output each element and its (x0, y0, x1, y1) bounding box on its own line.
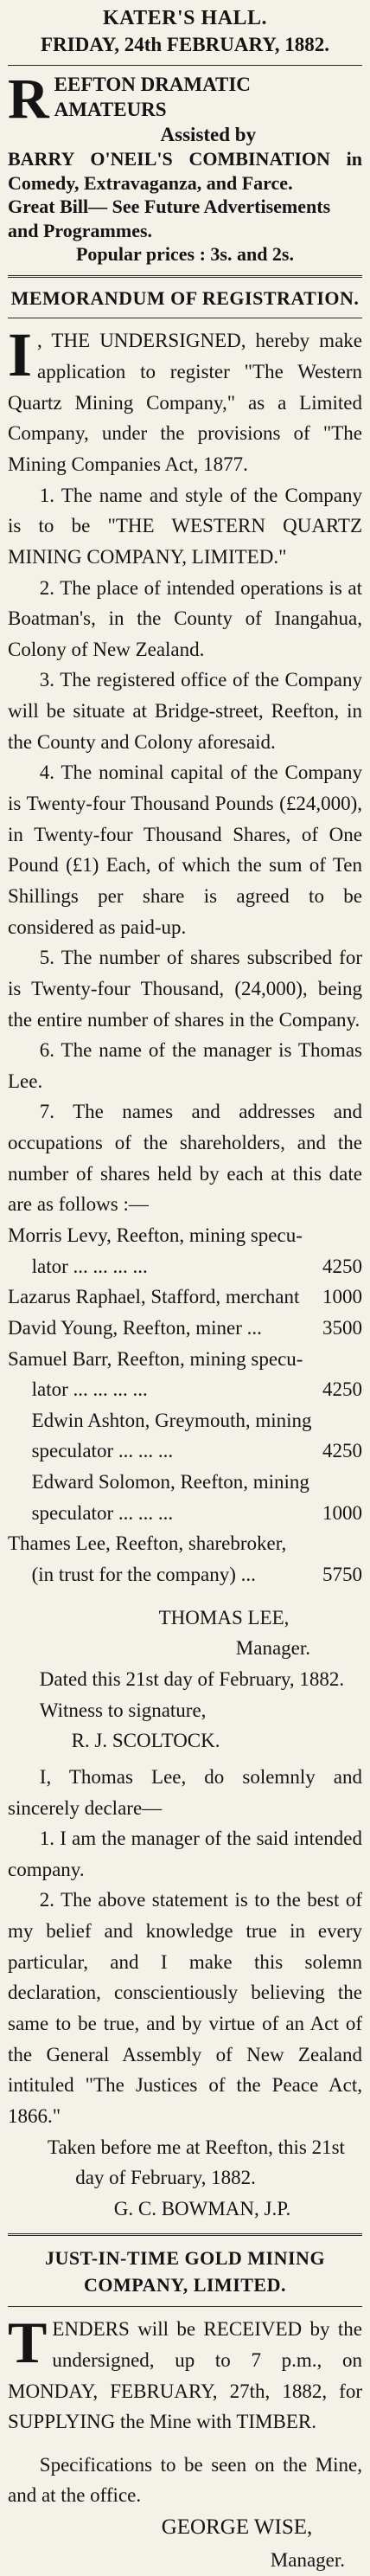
list-item: David Young, Reefton, miner ... 3500 (8, 1313, 362, 1344)
taken-before: Taken before me at Reefton, this 21st day of February, 1882. (48, 2136, 345, 2189)
jp-signature: G. C. BOWMAN, J.P. (113, 2197, 291, 2219)
memorandum (8, 286, 362, 2225)
shareholder-list (8, 1220, 362, 1590)
list-item: Edwin Ashton, Greymouth, mining speculator ... ... ... 4250 (8, 1405, 362, 1467)
newspaper-column (8, 0, 362, 2576)
tender-heading: JUST-IN-TIME GOLD MINING COMPANY, LIMITED. (44, 2246, 326, 2297)
share-count: 5750 (322, 1564, 362, 1586)
bill-text: Great Bill— See Future Advertisements and Programmes. (8, 196, 331, 241)
share-count: 3500 (322, 1316, 362, 1339)
memo-para-7: 7. The names and addresses and occupations of the shareholders, and the number of shares held by each at this date are as follows :— (8, 1101, 362, 1216)
memo-para-4: 4. The nominal capital of the Company is Twenty-four Thousand Pounds (£24,000), in Twenty-four Thousand Shares, of One Pound (£1) Each, of which the sum of Ten Shillings per share is agreed to be considered as paid-up. (8, 761, 362, 938)
share-count: 4250 (322, 1440, 362, 1462)
share-count: 4250 (322, 1378, 362, 1401)
declaration-intro: I, Thomas Lee, do solemnly and sincerely declare— (8, 1765, 362, 1819)
memo-para-6: 6. The name of the manager is Thomas Lee. (8, 1039, 362, 1092)
divider (8, 2233, 362, 2236)
share-count: 1000 (322, 1501, 362, 1524)
list-item: Thames Lee, Reefton, sharebroker, (in trust for the company) ... 5750 (8, 1528, 362, 1590)
share-count: 1000 (322, 1286, 362, 1308)
divider (8, 65, 362, 66)
memo-intro: I , THE UNDERSIGNED, hereby make application to register "The Western Quartz Mining Company," as a Limited Company, under the provisions of "The Mining Companies Act, 1877. (8, 320, 362, 475)
combination-text: BARRY O'NEIL'S COMBINATION in Comedy, Extravaganza, and Farce. (8, 148, 362, 194)
divider (8, 275, 362, 278)
memo-para-1: 1. The name and style of the Company is to be "THE WESTERN QUARTZ MINING COMPANY, LIMITED." (8, 484, 362, 568)
share-count: 4250 (322, 1255, 362, 1277)
tender-text: TENDERS will be RECEIVED by the undersigned, up to 7 p.m., on MONDAY, FEBRUARY, 27th, 1882, for SUPPLYING the Mine with TIMBER. (8, 2309, 362, 2433)
list-item: Edward Solomon, Reefton, mining speculator ... ... ... 1000 (8, 1467, 362, 1528)
declaration-2: 2. The above statement is to the best of my belief and knowledge true in every particular, and I make this solemn declaration, conscientiously believing the same to be true, and by virtue of an Act of the General Assembly of New Zealand intituled "The Justices of the Peace Act, 1866." (8, 1889, 362, 2127)
list-item: Lazarus Raphael, Stafford, merchant 1000 (8, 1282, 362, 1313)
tender-signer-title: Manager. (270, 2548, 345, 2571)
dropcap: T (8, 2309, 48, 2376)
dropcap: R (8, 67, 49, 132)
event-date: FRIDAY, 24th FEBRUARY, 1882. (40, 34, 330, 56)
assisted-by: Assisted by (160, 123, 257, 145)
tender-signer: GEORGE WISE, (161, 2515, 313, 2540)
memo-para-3: 3. The registered office of the Company will be situate at Bridge-street, Reefton, in the County and Colony aforesaid. (8, 669, 362, 753)
dropcap: I (8, 320, 33, 390)
memo-para-2: 2. The place of intended operations is at Boatman's, in the County of Inangahua, Colony of New Zealand. (8, 576, 362, 660)
specifications-text: Specifications to be seen on the Mine, and at the office. (8, 2453, 362, 2507)
signer-title: Manager. (235, 1637, 310, 1660)
tender-ad (8, 2245, 362, 2576)
memo-para-5: 5. The number of shares subscribed for is Twenty-four Thousand, (24,000), being the entire number of shares in the Company. (8, 947, 362, 1031)
venue-heading: KATER'S HALL. (102, 7, 268, 29)
witness-name: R. J. SCOLTOCK. (71, 1730, 220, 1752)
dramatic-ad (8, 5, 362, 267)
memo-heading: MEMORANDUM OF REGISTRATION. (10, 286, 360, 309)
signer-name: THOMAS LEE, (158, 1606, 290, 1628)
witness-line: Witness to signature, (39, 1699, 207, 1721)
prices-text: Popular prices : 3s. and 2s. (75, 243, 294, 266)
list-item: Morris Levy, Reefton, mining specu- lator ... ... ... ... 4250 (8, 1220, 362, 1282)
declaration-1: 1. I am the manager of the said intended company. (8, 1828, 362, 1880)
dated-line: Dated this 21st day of February, 1882. (39, 1667, 345, 1690)
divider (8, 2306, 362, 2307)
ad-title: REEFTON DRAMATIC AMATEURS Assisted by (8, 73, 362, 147)
list-item: Samuel Barr, Reefton, mining specu- lator ... ... ... ... 4250 (8, 1344, 362, 1405)
